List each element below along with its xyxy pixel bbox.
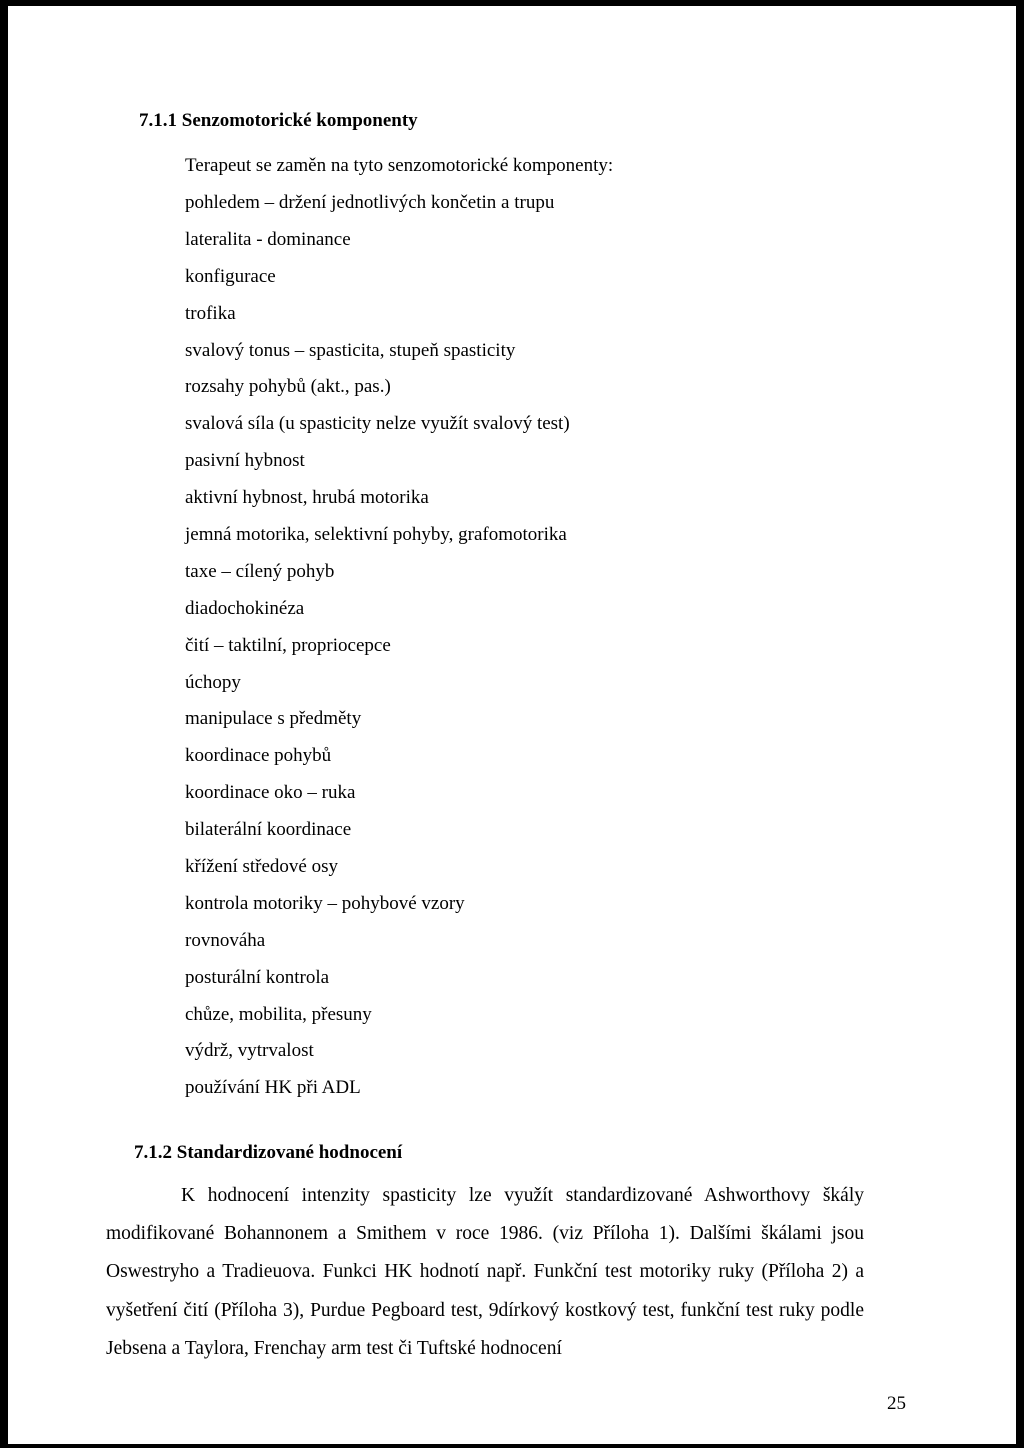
list-item: konfigurace	[185, 265, 276, 287]
section-heading-standardizovane-hodnoceni: 7.1.2 Standardizované hodnocení	[134, 1142, 403, 1163]
section-heading-senzomotoricke-komponenty: 7.1.1 Senzomotorické komponenty	[139, 110, 418, 131]
list-item: lateralita - dominance	[185, 228, 351, 250]
list-item: kontrola motoriky – pohybové vzory	[185, 892, 465, 914]
list-item: koordinace oko – ruka	[185, 782, 356, 804]
list-item: posturální kontrola	[185, 966, 330, 988]
list-item: chůze, mobilita, přesuny	[185, 1003, 372, 1025]
list-item: používání HK při ADL	[185, 1077, 361, 1099]
list-item: manipulace s předměty	[185, 708, 362, 730]
list-item: svalový tonus – spasticita, stupeň spasticity	[185, 339, 516, 361]
list-item: koordinace pohybů	[185, 745, 332, 767]
list-item: čití – taktilní, propriocepce	[185, 634, 391, 656]
list-item: pohledem – držení jednotlivých končetin a trupu	[185, 192, 555, 213]
list-item: bilaterální koordinace	[185, 819, 352, 841]
list-item: taxe – cílený pohyb	[185, 560, 335, 582]
sensorimotor-components-list	[185, 192, 570, 1114]
list-item: jemná motorika, selektivní pohyby, grafomotorika	[185, 524, 567, 546]
page-number	[8, 1393, 906, 1415]
list-item: aktivní hybnost, hrubá motorika	[185, 487, 429, 509]
list-item: výdrž, vytrvalost	[185, 1040, 314, 1062]
document-page	[8, 6, 1016, 1444]
list-item: svalová síla (u spasticity nelze využít svalový test)	[185, 413, 570, 435]
standardized-assessment-paragraph: K hodnocení intenzity spasticity lze využít standardizované Ashworthovy škály modifikované Bohannonem a Smithem v roce 1986. (viz Příloha 1). Dalšími škálami jsou Oswestryho a Tradieuova. Funkci HK hodnotí např. Funkční test motoriky ruky (Příloha 2) a vyšetření čití (Příloha 3), Purdue Pegboard test, 9dírkový kostkový test, funkční test ruky podle Jebsena a Taylora, Frenchay arm test či Tuftské hodnocení	[106, 1185, 864, 1359]
list-item: křížení středové osy	[185, 856, 339, 878]
list-item: diadochokinéza	[185, 597, 305, 619]
list-item: úchopy	[185, 671, 241, 693]
list-item: rozsahy pohybů (akt., pas.)	[185, 376, 391, 398]
list-item: pasivní hybnost	[185, 450, 305, 472]
list-item: rovnováha	[185, 929, 266, 951]
list-item: trofika	[185, 302, 236, 324]
list-intro-text: Terapeut se zaměn na tyto senzomotorické komponenty:	[185, 155, 614, 176]
page-number-text: 25	[887, 1393, 906, 1414]
